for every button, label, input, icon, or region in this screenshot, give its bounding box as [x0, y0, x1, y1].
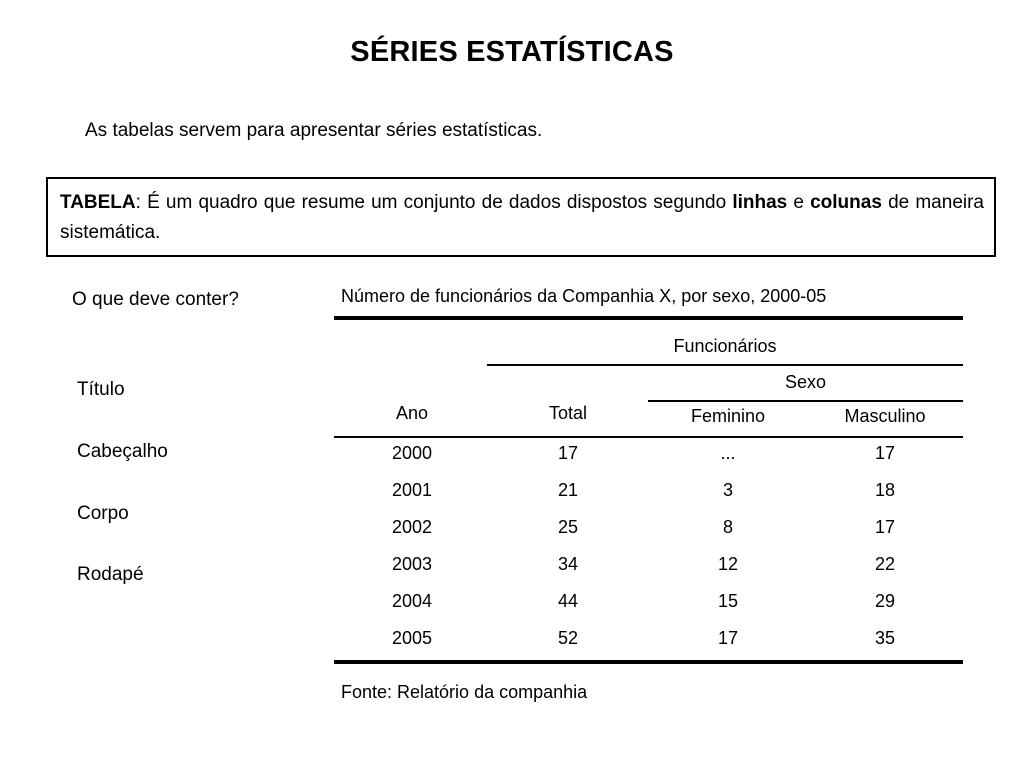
- table-column-header-masculino: Masculino: [844, 406, 926, 426]
- definition-text-part2: e: [787, 192, 811, 213]
- definition-text: [60, 188, 984, 248]
- table-spanner-funcionarios-rule: [487, 364, 963, 366]
- annotation-label-rodape: Rodapé: [77, 564, 144, 585]
- table-cell-feminino: 12: [717, 554, 739, 574]
- annotation-question: O que deve conter?: [72, 289, 239, 310]
- table-bottom-rule: [334, 660, 963, 664]
- table-column-header-total: Total: [548, 403, 588, 423]
- table-body: [334, 438, 963, 660]
- table-row: [334, 438, 963, 475]
- table-cell-masculino: 29: [874, 591, 896, 611]
- table-cell-masculino: 35: [874, 628, 896, 648]
- table-cell-total: 17: [557, 443, 579, 463]
- table-spanner-sexo: Sexo: [784, 372, 827, 392]
- table-column-header-ano: Ano: [395, 403, 429, 423]
- table-row: [334, 623, 963, 660]
- intro-sentence: As tabelas servem para apresentar séries estatísticas.: [85, 120, 543, 141]
- table-cell-total: 44: [557, 591, 579, 611]
- table-source-note: Fonte: Relatório da companhia: [341, 682, 588, 702]
- table-column-header-feminino: Feminino: [690, 406, 766, 426]
- table-cell-masculino: 18: [874, 480, 896, 500]
- table-row: [334, 549, 963, 586]
- table-cell-ano: 2000: [391, 443, 433, 463]
- table-row: [334, 512, 963, 549]
- table-spanner-funcionarios: Funcionários: [673, 336, 777, 356]
- table-spanner-sexo-rule: [648, 400, 963, 402]
- table-cell-feminino: 8: [722, 517, 733, 537]
- definition-bold-colunas: colunas: [810, 192, 882, 213]
- table-header: [334, 320, 963, 436]
- table-cell-ano: 2005: [391, 628, 433, 648]
- table-title: Número de funcionários da Companhia X, por sexo, 2000-05: [341, 286, 827, 306]
- table-cell-feminino: 15: [717, 591, 739, 611]
- table-cell-total: 52: [557, 628, 579, 648]
- table-cell-ano: 2002: [391, 517, 433, 537]
- annotation-label-titulo: Título: [77, 379, 125, 400]
- statistical-table: [334, 284, 963, 703]
- table-row: [334, 475, 963, 512]
- table-cell-feminino: 17: [717, 628, 739, 648]
- table-row: [334, 586, 963, 623]
- annotation-label-cabecalho: Cabeçalho: [77, 441, 168, 462]
- table-cell-feminino: 3: [722, 480, 733, 500]
- table-cell-total: 34: [557, 554, 579, 574]
- definition-box: [46, 177, 996, 257]
- table-cell-masculino: 22: [874, 554, 896, 574]
- definition-text-part1: : É um quadro que resume um conjunto de dados dispostos segundo: [135, 192, 733, 213]
- definition-text-part3: de maneira sistemática.: [60, 192, 985, 243]
- annotation-label-corpo: Corpo: [77, 503, 129, 524]
- table-cell-masculino: 17: [874, 443, 896, 463]
- table-cell-total: 21: [557, 480, 579, 500]
- page-title: SÉRIES ESTATÍSTICAS: [350, 36, 674, 68]
- table-cell-ano: 2001: [391, 480, 433, 500]
- table-cell-ano: 2004: [391, 591, 433, 611]
- table-cell-masculino: 17: [874, 517, 896, 537]
- definition-bold-linhas: linhas: [732, 192, 788, 213]
- definition-term: TABELA: [60, 192, 136, 213]
- table-cell-total: 25: [557, 517, 579, 537]
- table-cell-feminino: ...: [720, 443, 736, 463]
- table-cell-ano: 2003: [391, 554, 433, 574]
